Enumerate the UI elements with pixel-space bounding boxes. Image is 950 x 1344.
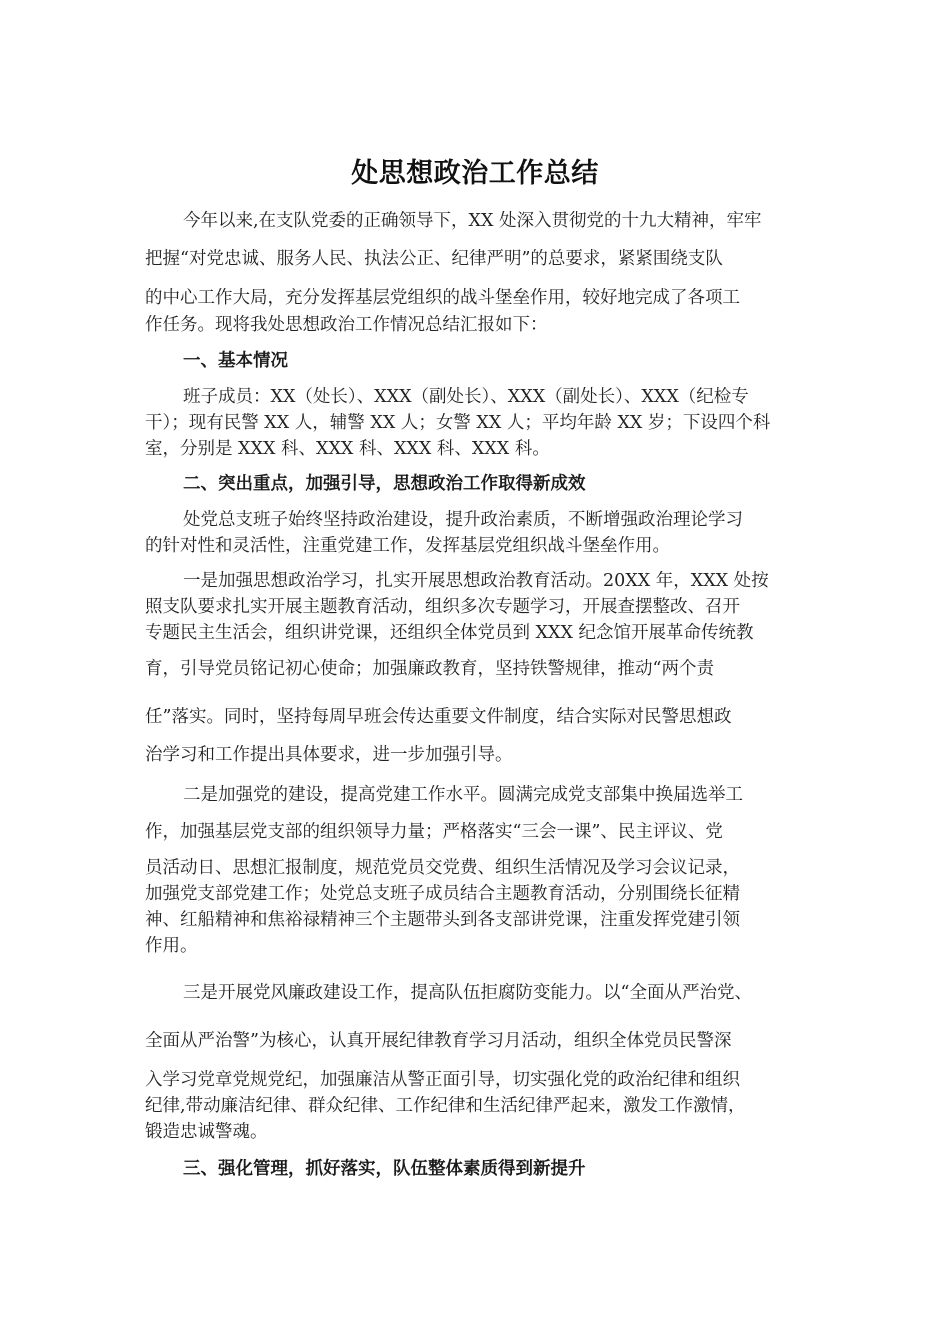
- paragraph-line: 作任务。现将我处思想政治工作情况总结汇报如下：: [145, 315, 548, 335]
- paragraph-line: 育，引导党员铭记初心使命；加强廉政教育，坚持铁警规律，推动“两个责: [145, 659, 714, 679]
- paragraph-line: 治学习和工作提出具体要求，进一步加强引导。: [145, 745, 513, 765]
- paragraph-line: 的针对性和灵活性，注重党建工作，发挥基层党组织战斗堡垒作用。: [145, 536, 670, 556]
- paragraph-line: 锻造忠诚警魂。: [145, 1122, 268, 1142]
- paragraph-line: 作，加强基层党支部的组织领导力量；严格落实“三会一课”、民主评议、党: [145, 822, 723, 842]
- paragraph-line: 神、红船精神和焦裕禄精神三个主题带头到各支部讲党课，注重发挥党建引领: [145, 910, 740, 930]
- paragraph-line: 照支队要求扎实开展主题教育活动，组织多次专题学习，开展查摆整改、召开: [145, 597, 740, 617]
- paragraph-line: 专题民主生活会，组织讲党课，还组织全体党员到 XXX 纪念馆开展革命传统教: [145, 623, 754, 643]
- paragraph-line: 室，分别是 XXX 科、XXX 科、XXX 科、XXX 科。: [145, 439, 550, 459]
- paragraph-line: 处党总支班子始终坚持政治建设，提升政治素质，不断增强政治理论学习: [183, 510, 743, 530]
- paragraph-line: 一是加强思想政治学习，扎实开展思想政治教育活动。20XX 年，XXX 处按: [183, 571, 769, 591]
- paragraph-line: 作用。: [145, 936, 198, 956]
- paragraph-line: 任”落实。同时，坚持每周早班会传达重要文件制度，结合实际对民警思想政: [145, 707, 732, 727]
- paragraph-line: 干）；现有民警 XX 人，辅警 XX 人；女警 XX 人；平均年龄 XX 岁；下设四个科: [145, 413, 771, 433]
- document-title: 处思想政治工作总结: [351, 158, 599, 189]
- paragraph-line: 二是加强党的建设，提高党建工作水平。圆满完成党支部集中换届选举工: [183, 785, 743, 805]
- paragraph-line: 班子成员：XX（处长）、XXX（副处长）、XXX（副处长）、XXX（纪检专: [183, 387, 749, 407]
- paragraph-line: 员活动日、思想汇报制度，规范党员交党费、组织生活情况及学习会议记录，: [145, 858, 740, 878]
- paragraph-line: 三是开展党风廉政建设工作，提高队伍拒腐防变能力。以“全面从严治党、: [183, 983, 752, 1003]
- section-heading: 一、基本情况: [183, 351, 288, 371]
- section-heading: 三、强化管理，抓好落实，队伍整体素质得到新提升: [183, 1159, 586, 1179]
- paragraph-line: 把握“对党忠诚、服务人民、执法公正、纪律严明”的总要求，紧紧围绕支队: [145, 249, 723, 269]
- paragraph-line: 加强党支部党建工作；处党总支班子成员结合主题教育活动，分别围绕长征精: [145, 884, 740, 904]
- paragraph-line: 今年以来,在支队党委的正确领导下，XX 处深入贯彻党的十九大精神，牢牢: [183, 211, 762, 231]
- paragraph-line: 全面从严治警”为核心，认真开展纪律教育学习月活动，组织全体党员民警深: [145, 1031, 732, 1051]
- paragraph-line: 纪律,带动廉洁纪律、群众纪律、工作纪律和生活纪律严起来，激发工作激情，: [145, 1096, 746, 1116]
- paragraph-line: 的中心工作大局，充分发挥基层党组织的战斗堡垒作用，较好地完成了各项工: [145, 288, 740, 308]
- paragraph-line: 入学习党章党规党纪，加强廉洁从警正面引导，切实强化党的政治纪律和组织: [145, 1070, 740, 1090]
- section-heading: 二、突出重点，加强引导，思想政治工作取得新成效: [183, 474, 586, 494]
